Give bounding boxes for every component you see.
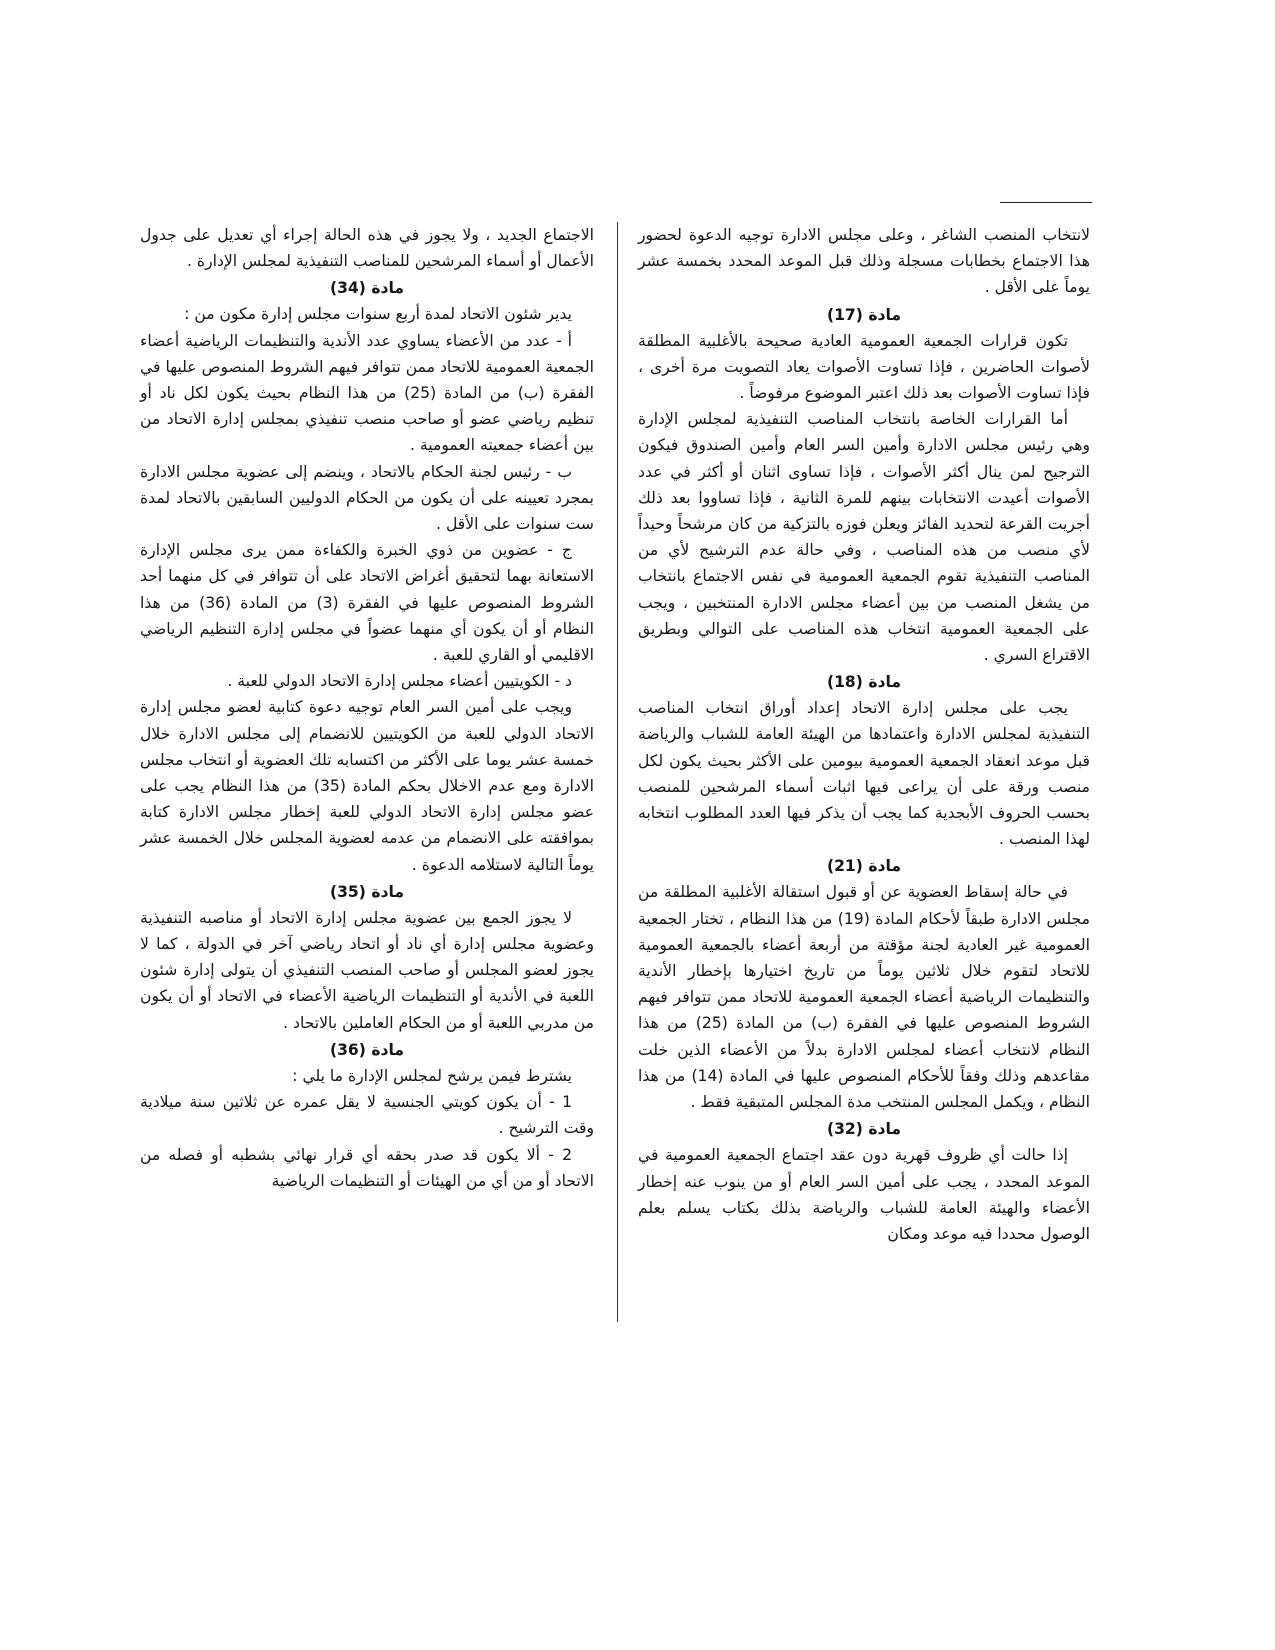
article-heading-34: مادة (34) — [329, 279, 405, 298]
article-34-item-d: د - الكويتيين أعضاء مجلس إدارة الاتحاد الدولي للعبة . — [227, 672, 572, 691]
article-17-paragraph-2: أما القرارات الخاصة بانتخاب المناصب التنفيذية لمجلس الإدارة وهي رئيس مجلس الادارة وأمين السر العام وأمين الصندوق فيكون الترجيح لمن ينال أكثر الأصوات ، فإذا تساوى اثنان أو أكثر في عدد الأصوات أعيدت الانتخابات بينهم للمرة الثانية ، فإذا تساووا بعد ذلك أجريت القرعة لتحديد الفائز ويعلن فوزه بالتزكية من كان مرشحاً وحيداً لأي منصب من هذه المناصب ، وفي حالة عدم الترشيح لأي من المناصب التنفيذية تقوم الجمعية العمومية في نفس الاجتماع بانتخاب من يشغل المنصب من بين أعضاء مجلس الادارة المنتخبين ، ويجب على الجمعية العمومية انتخاب هذه المناصب على التوالي وبطريق الاقتراع السري . — [638, 410, 1090, 665]
article-36-item-2: 2 - ألا يكون قد صدر بحقه أي قرار نهائي بشطبه أو فصله من الاتحاد أو من أي من الهيئات أو التنظيمات الرياضية — [140, 1145, 594, 1190]
article-heading-21: مادة (21) — [826, 857, 902, 876]
article-21-paragraph-1: في حالة إسقاط العضوية عن أو قبول استقالة الأغلبية المطلقة من مجلس الادارة طبقاً لأحكام المادة (19) من هذا النظام ، تختار الجمعية العمومية غير العادية لجنة مؤقتة من أربعة أعضاء بالجمعية العمومية للاتحاد لتقوم خلال ثلاثين يوماً من تاريخ اختيارها بإخطار الأندية والتنظيمات الرياضية أعضاء الجمعية العمومية للاتحاد ممن تتوافر فيهم الشروط المنصوص عليها في الفقرة (ب) من المادة (25) من هذا النظام لانتخاب أعضاء لمجلس الادارة بدلاً من الأعضاء الذين خلت مقاعدهم وذلك وفقاً للأحكام المنصوص عليها في المادة (14) من هذا النظام ، ويكمل المجلس المنتخب مدة المجلس المتبقية فقط . — [638, 883, 1090, 1112]
article-17-paragraph-1: تكون قرارات الجمعية العمومية العادية صحيحة بالأغلبية المطلقة لأصوات الحاضرين ، فإذا تساوت الأصوات يعاد التصويت مرة أخرى ، فإذا تساوت الأصوات بعد ذلك اعتبر الموضوع مرفوضاً . — [638, 331, 1090, 403]
article-heading-18: مادة (18) — [826, 673, 902, 692]
article-34-paragraph-2: ويجب على أمين السر العام توجيه دعوة كتابية لعضو مجلس إدارة الاتحاد الدولي للعبة من الكويتيين للانضمام إلى مجلس الادارة خلال خمسة عشر يوما على الأكثر من اكتسابه تلك العضوية أو انتخاب مجلس الادارة ومع عدم الاخلال بحكم المادة (35) من هذا النظام يجب على عضو مجلس إدارة الاتحاد الدولي للعبة إخطار مجلس الادارة كتابة بموافقته على الانضمام من عدمه لعضوية المجلس خلال الخمسة عشر يوماً التالية لاستلامه الدعوة . — [140, 698, 594, 874]
article-36-item-1: 1 - أن يكون كويتي الجنسية لا يقل عمره عن ثلاثين سنة ميلادية وقت الترشيح . — [140, 1093, 594, 1138]
column-divider — [617, 222, 618, 1322]
article-35-paragraph-1: لا يجوز الجمع بين عضوية مجلس إدارة الاتحاد أو مناصبه التنفيذية وعضوية مجلس إدارة أي ناد أو اتحاد رياضي آخر في الدولة ، كما لا يجوز لعضو المجلس أو صاحب المنصب التنفيذي أن يتولى إدارة شئون اللعبة في الأندية أو التنظيمات الرياضية الأعضاء في الاتحاد أو أن يكون من مدربي اللعبة أو من الحكام العاملين بالاتحاد . — [140, 908, 594, 1032]
continuation-paragraph: الاجتماع الجديد ، ولا يجوز في هذه الحالة إجراء أي تعديل على جدول الأعمال أو أسماء المرشحين للمناصب التنفيذية لمجلس الإدارة . — [140, 226, 594, 271]
header-rule — [1000, 202, 1092, 203]
right-column — [638, 222, 1090, 1247]
continuation-paragraph: لانتخاب المنصب الشاغر ، وعلى مجلس الادارة توجيه الدعوة لحضور هذا الاجتماع بخطابات مسجلة وذلك قبل الموعد المحدد بخمسة عشر يوماً على الأقل . — [638, 226, 1090, 297]
article-34-item-c: ج - عضوين من ذوي الخبرة والكفاءة ممن يرى مجلس الإدارة الاستعانة بهما لتحقيق أغراض الاتحاد على أن تتوافر في كل منهما أحد الشروط المنصوص عليها في الفقرة (3) من المادة (36) من هذا النظام أو أن يكون أي منهما عضواً في مجلس إدارة التنظيم الرياضي الاقليمي أو القاري للعبة . — [140, 541, 594, 665]
article-34-paragraph-1: يدير شئون الاتحاد لمدة أربع سنوات مجلس إدارة مكون من : — [184, 305, 572, 324]
article-36-paragraph-1: يشترط فيمن يرشح لمجلس الإدارة ما يلي : — [292, 1066, 572, 1085]
article-heading-17: مادة (17) — [826, 305, 902, 324]
article-34-item-a: أ - عدد من الأعضاء يساوي عدد الأندية والتنظيمات الرياضية أعضاء الجمعية العمومية للاتحاد ممن تتوافر فيهم الشروط المنصوص عليها في الفقرة (ب) من المادة (25) من هذا النظام بحيث يكون لكل ناد أو تنظيم رياضي عضو أو صاحب منصب تنفيذي بمجلس إدارة الاتحاد من بين أعضاء جمعيته العمومية . — [140, 331, 594, 455]
article-heading-35: مادة (35) — [329, 882, 405, 901]
article-34-item-b: ب - رئيس لجنة الحكام بالاتحاد ، وينضم إلى عضوية مجلس الادارة بمجرد تعيينه على أن يكون من الحكام الدوليين السابقين بالاتحاد لمدة ست سنوات على الأقل . — [140, 462, 594, 534]
article-heading-32: مادة (32) — [826, 1120, 902, 1139]
article-32-paragraph-1: إذا حالت أي ظروف قهرية دون عقد اجتماع الجمعية العمومية في الموعد المحدد ، يجب على أمين السر العام أو من ينوب عنه إخطار الأعضاء والهيئة العامة للشباب والرياضة بذلك بكتاب يسلم بعلم الوصول محددا فيه موعد ومكان — [638, 1146, 1090, 1243]
article-18-paragraph-1: يجب على مجلس إدارة الاتحاد إعداد أوراق انتخاب المناصب التنفيذية لمجلس الادارة واعتمادها من الهيئة العامة للشباب والرياضة قبل موعد انعقاد الجمعية العمومية بيومين على الأكثر بحيث يكون لكل منصب ورقة على أن يراعى فيها اثبات أسماء المرشحين للمنصب بحسب الحروف الأبجدية كما يجب أن يذكر فيها العدد المطلوب انتخابه لهذا المنصب . — [638, 699, 1090, 849]
left-column — [140, 222, 594, 1194]
article-heading-36: مادة (36) — [329, 1040, 405, 1059]
